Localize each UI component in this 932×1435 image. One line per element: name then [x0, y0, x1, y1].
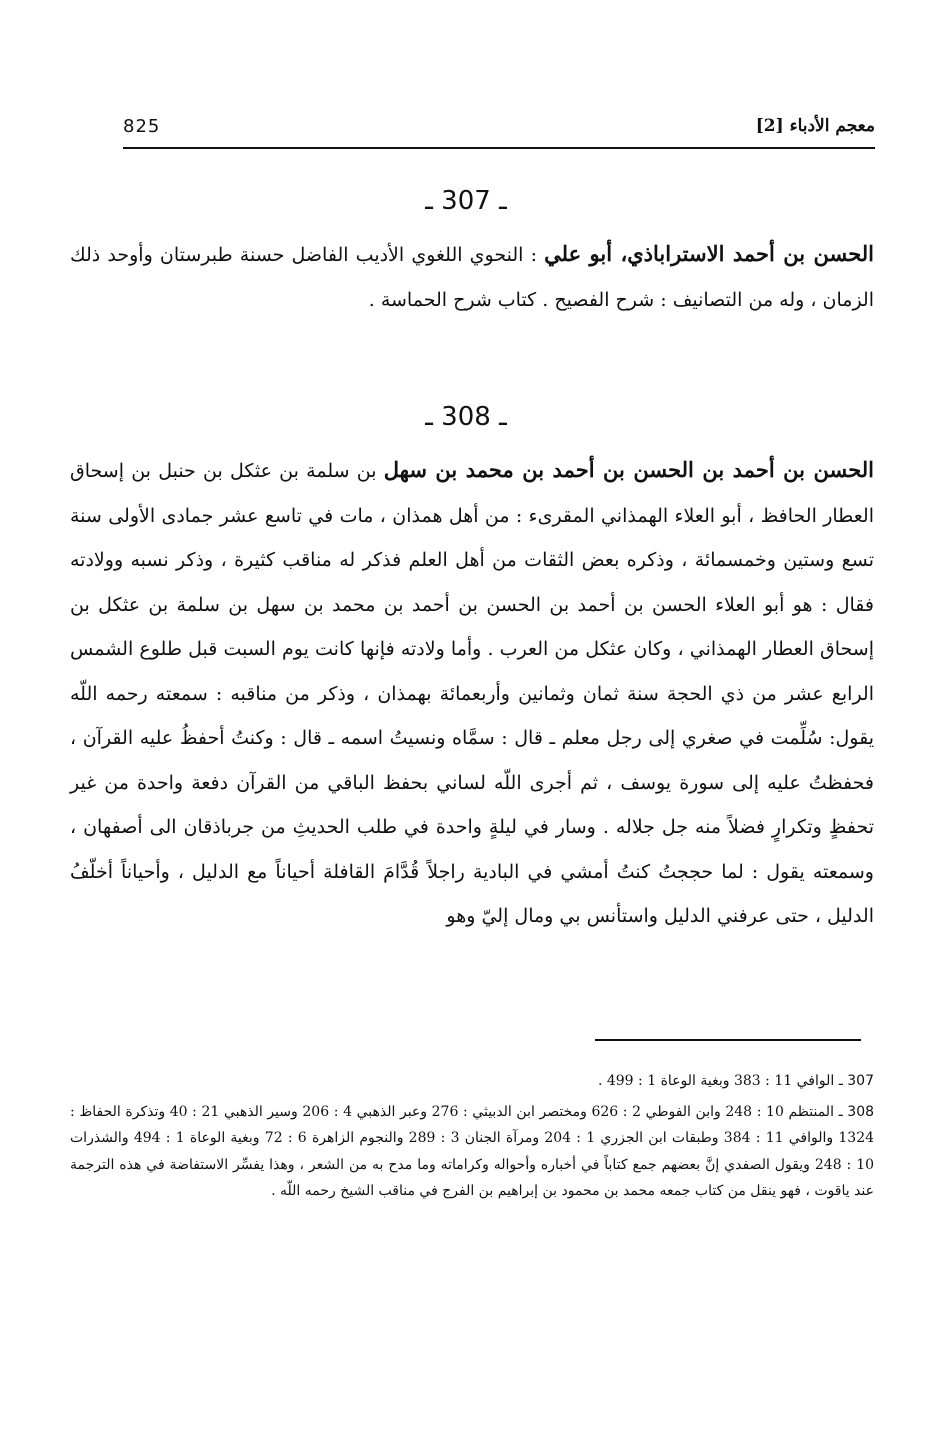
page-header	[123, 116, 875, 148]
entry-name: الحسن بن أحمد الاستراباذي، أبو علي	[544, 241, 874, 266]
footnotes	[70, 1068, 874, 1209]
entry-number-308: ـ 308 ـ	[425, 402, 507, 432]
footnote-307	[70, 1068, 874, 1094]
page-number: 825	[123, 116, 161, 137]
footnote-308	[70, 1099, 874, 1204]
entry-name: الحسن بن أحمد بن الحسن بن أحمد بن محمد بن سهل	[383, 457, 874, 482]
entry-body-307	[70, 232, 874, 322]
footnote-text: ـ المنتظم 10 : 248 وابن الفوطي 2 : 626 ومختصر ابن الدبيثي : 276 وعبر الذهبي 4 : 206 وسير الذهبي 21 : 40 وتذكرة الحفاظ : 1324 والوافي 11 : 384 وطبقات ابن الجزري 1 : 204 ومرآة الجنان 3 : 289 والنجوم الزاهرة 6 : 72 وبغية الوعاة 1 : 494 والشذرات 10 : 248 ويقول الصفدي إنَّ بعضهم جمع كتاباً في أخباره وأحواله وكراماته وما مدح به من الشعر ، وهذا يفسِّر الاستفاضة في هذه الترجمة عند ياقوت ، فهو ينقل من كتاب جمعه محمد بن محمود بن إبراهيم بن الفرج في مناقب الشيخ رحمه اللّه .	[70, 1104, 875, 1199]
footnote-number: 307	[847, 1073, 874, 1089]
entry-body-308	[70, 448, 874, 939]
entry-number-307: ـ 307 ـ	[425, 186, 507, 216]
footnote-text: ـ الوافي 11 : 383 وبغية الوعاة 1 : 499 .	[597, 1073, 848, 1089]
running-title: معجم الأدباء [2]	[755, 116, 875, 136]
footnote-number: 308	[847, 1104, 875, 1121]
header-rule	[123, 147, 875, 149]
entry-text: : النحوي اللغوي الأديب الفاضل حسنة طبرستان وأوحد ذلك الزمان ، وله من التصانيف : شرح الفصيح . كتاب شرح الحماسة .	[70, 244, 874, 311]
footnote-rule	[595, 1039, 861, 1041]
entry-text: بن سلمة بن عثكل بن حنبل بن إسحاق العطار الحافظ ، أبو العلاء الهمذاني المقرىء : من أهل همذان ، مات في تاسع عشر جمادى الأولى سنة تسع وستين وخمسمائة ، وذكره بعض الثقات من أهل العلم فذكر له مناقب كثيرة ، وذكر نسبه وولادته فقال : هو أبو العلاء الحسن بن أحمد بن الحسن بن أحمد بن محمد بن سهل بن سلمة بن عثكل بن إسحاق العطار الهمذاني ، وكان عثكل من العرب . وأما ولادته فإنها كانت يوم السبت قبل طلوع الشمس الرابع عشر من ذي الحجة سنة ثمان وثمانين وأربعمائة بهمذان ، وذكر من مناقبه : سمعته رحمه اللّه يقول: سُلِّمت في صغري إلى رجل معلم ـ قال : سمَّاه ونسيتُ اسمه ـ قال : وكنتُ أحفظُ عليه القرآن ، فحفظتُ عليه إلى سورة يوسف ، ثم أجرى اللّه لساني بحفظ الباقي من القرآن دفعة واحدة من غير تحفظٍ وتكرارٍ فضلاً منه جل جلاله . وسار في ليلةٍ واحدة في طلب الحديثِ من جرباذقان الى أصفهان ، وسمعته يقول : لما حججتُ كنتُ أمشي في البادية راجلاً قُدَّامَ القافلة أحياناً مع الدليل ، وأحياناً أخلّفُ الدليل ، حتى عرفني الدليل واستأنس بي ومال إليّ وهو	[70, 460, 874, 927]
